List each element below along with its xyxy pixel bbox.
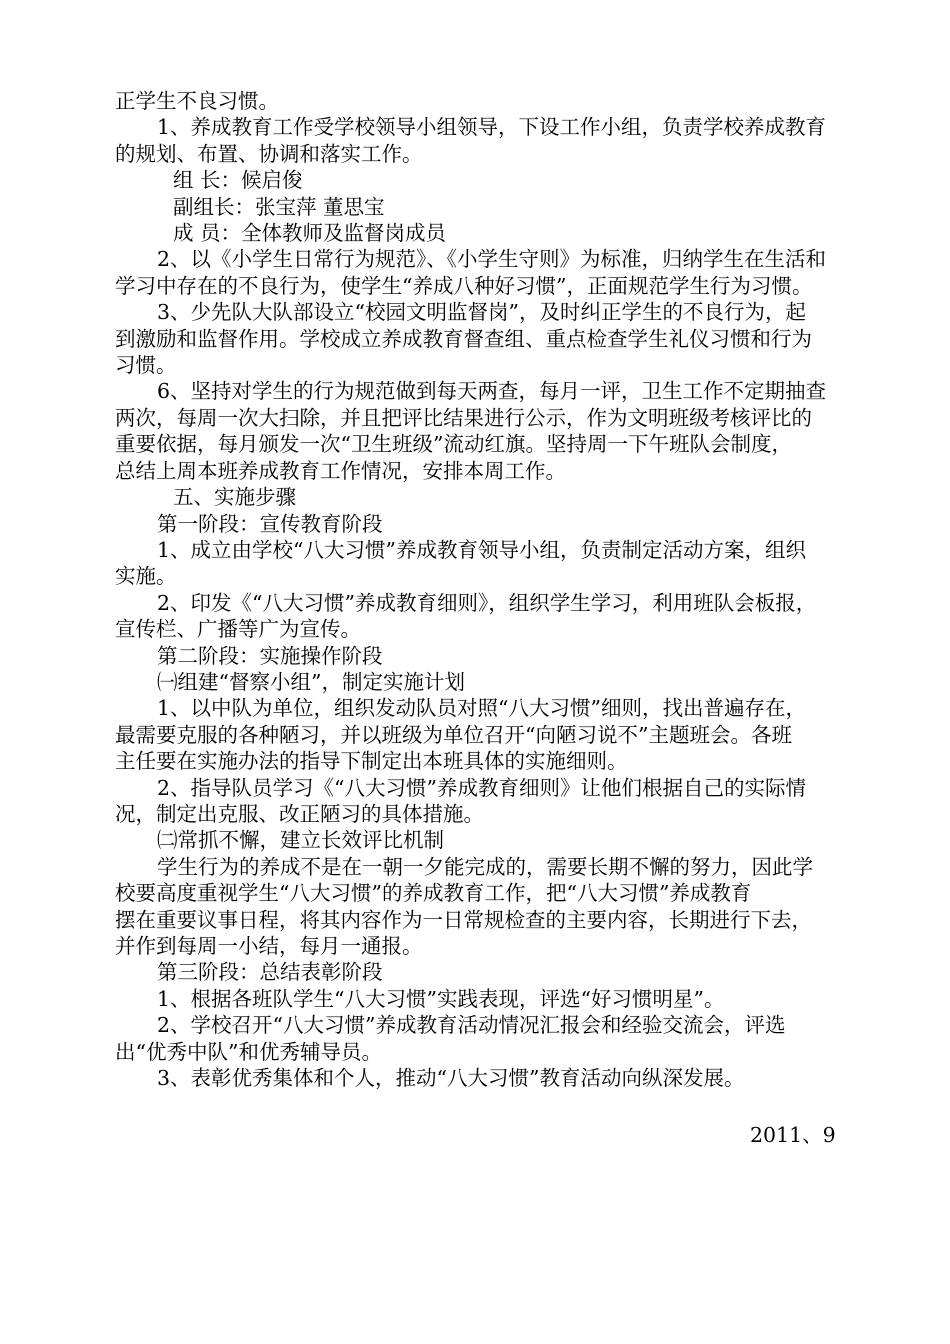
text-line: 学习中存在的不良行为，使学生“养成八种好习惯”，正面规范学生行为习惯。 [115, 273, 813, 298]
text-line: 重要依据，每月颁发一次“卫生班级”流动红旗。坚持周一下午班队会制度， [115, 432, 792, 457]
text-line: 副组长：张宝萍 董思宝 [173, 194, 385, 219]
text-line: 组 长：候启俊 [173, 168, 303, 193]
text-line: 宣传栏、广播等广为宣传。 [115, 617, 361, 642]
text-line: 并作到每周一小结，每月一通报。 [115, 934, 423, 958]
text-line: 学生行为的养成不是在一朝一夕能完成的，需要长期不懈的努力，因此学 [157, 854, 813, 879]
text-line: 2、指导队员学习《“八大习惯”养成教育细则》让他们根据自己的实际情 [157, 775, 807, 800]
text-line: 3、少先队大队部设立“校园文明监督岗”，及时纠正学生的不良行为，起 [157, 300, 807, 325]
text-line: 的规划、布置、协调和落实工作。 [115, 141, 423, 166]
text-line: 2、学校召开“八大习惯”养成教育活动情况汇报会和经验交流会，评选 [157, 1013, 786, 1038]
text-line: 实施。 [115, 564, 177, 589]
text-line: 校要高度重视学生“八大习惯”的养成教育工作，把“八大习惯”养成教育 [115, 881, 752, 906]
text-line: 出“优秀中队”和优秀辅导员。 [115, 1039, 382, 1064]
text-line: 况，制定出克服、改正陋习的具体措施。 [115, 801, 484, 826]
text-line: 第三阶段：总结表彰阶段 [157, 960, 383, 985]
text-line: 五、实施步骤 [173, 485, 296, 510]
text-line: 2、印发《“八大习惯”养成教育细则》，组织学生学习，利用班队会板报， [157, 590, 817, 615]
text-line: 第二阶段：实施操作阶段 [157, 643, 383, 668]
text-line: 1、养成教育工作受学校领导小组领导，下设工作小组，负责学校养成教育 [157, 115, 827, 140]
text-line: 2、以《小学生日常行为规范》、《小学生守则》为标准，归纳学生在生活和 [157, 247, 827, 272]
text-line: 1、以中队为单位，组织发动队员对照“八大习惯”细则，找出普遍存在， [157, 696, 807, 721]
text-line: 成 员：全体教师及监督岗成员 [173, 221, 447, 246]
text-line: 第一阶段：宣传教育阶段 [157, 511, 383, 536]
text-line: 1、成立由学校“八大习惯”养成教育领导小组，负责制定活动方案，组织 [157, 537, 807, 562]
text-line: ㈡常抓不懈，建立长效评比机制 [157, 828, 444, 853]
text-line: 总结上周本班养成教育工作情况，安排本周工作。 [115, 458, 566, 483]
text-line: 摆在重要议事日程，将其内容作为一日常规检查的主要内容，长期进行下去， [115, 907, 812, 932]
document-date: 2011、9 [750, 1123, 836, 1147]
document-body [115, 88, 863, 1091]
text-line: 习惯。 [115, 353, 177, 378]
text-line: 到激励和监督作用。学校成立养成教育督查组、重点检查学生礼仪习惯和行为 [115, 326, 812, 351]
text-line: ㈠组建“督察小组”，制定实施计划 [157, 669, 465, 694]
text-line: 最需要克服的各种陋习，并以班级为单位召开“向陋习说不”主题班会。各班 [115, 722, 792, 747]
text-line: 3、表彰优秀集体和个人，推动“八大习惯”教育活动向纵深发展。 [157, 1066, 745, 1091]
text-line: 正学生不良习惯。 [115, 89, 279, 113]
text-line: 6、坚持对学生的行为规范做到每天两查，每月一评，卫生工作不定期抽查 [157, 379, 827, 404]
text-line: 两次，每周一次大扫除，并且把评比结果进行公示，作为文明班级考核评比的 [115, 405, 812, 430]
text-line: 1、根据各班队学生“八大习惯”实践表现，评选“好习惯明星”。 [157, 986, 725, 1011]
text-line: 主任要在实施办法的指导下制定出本班具体的实施细则。 [115, 749, 628, 774]
